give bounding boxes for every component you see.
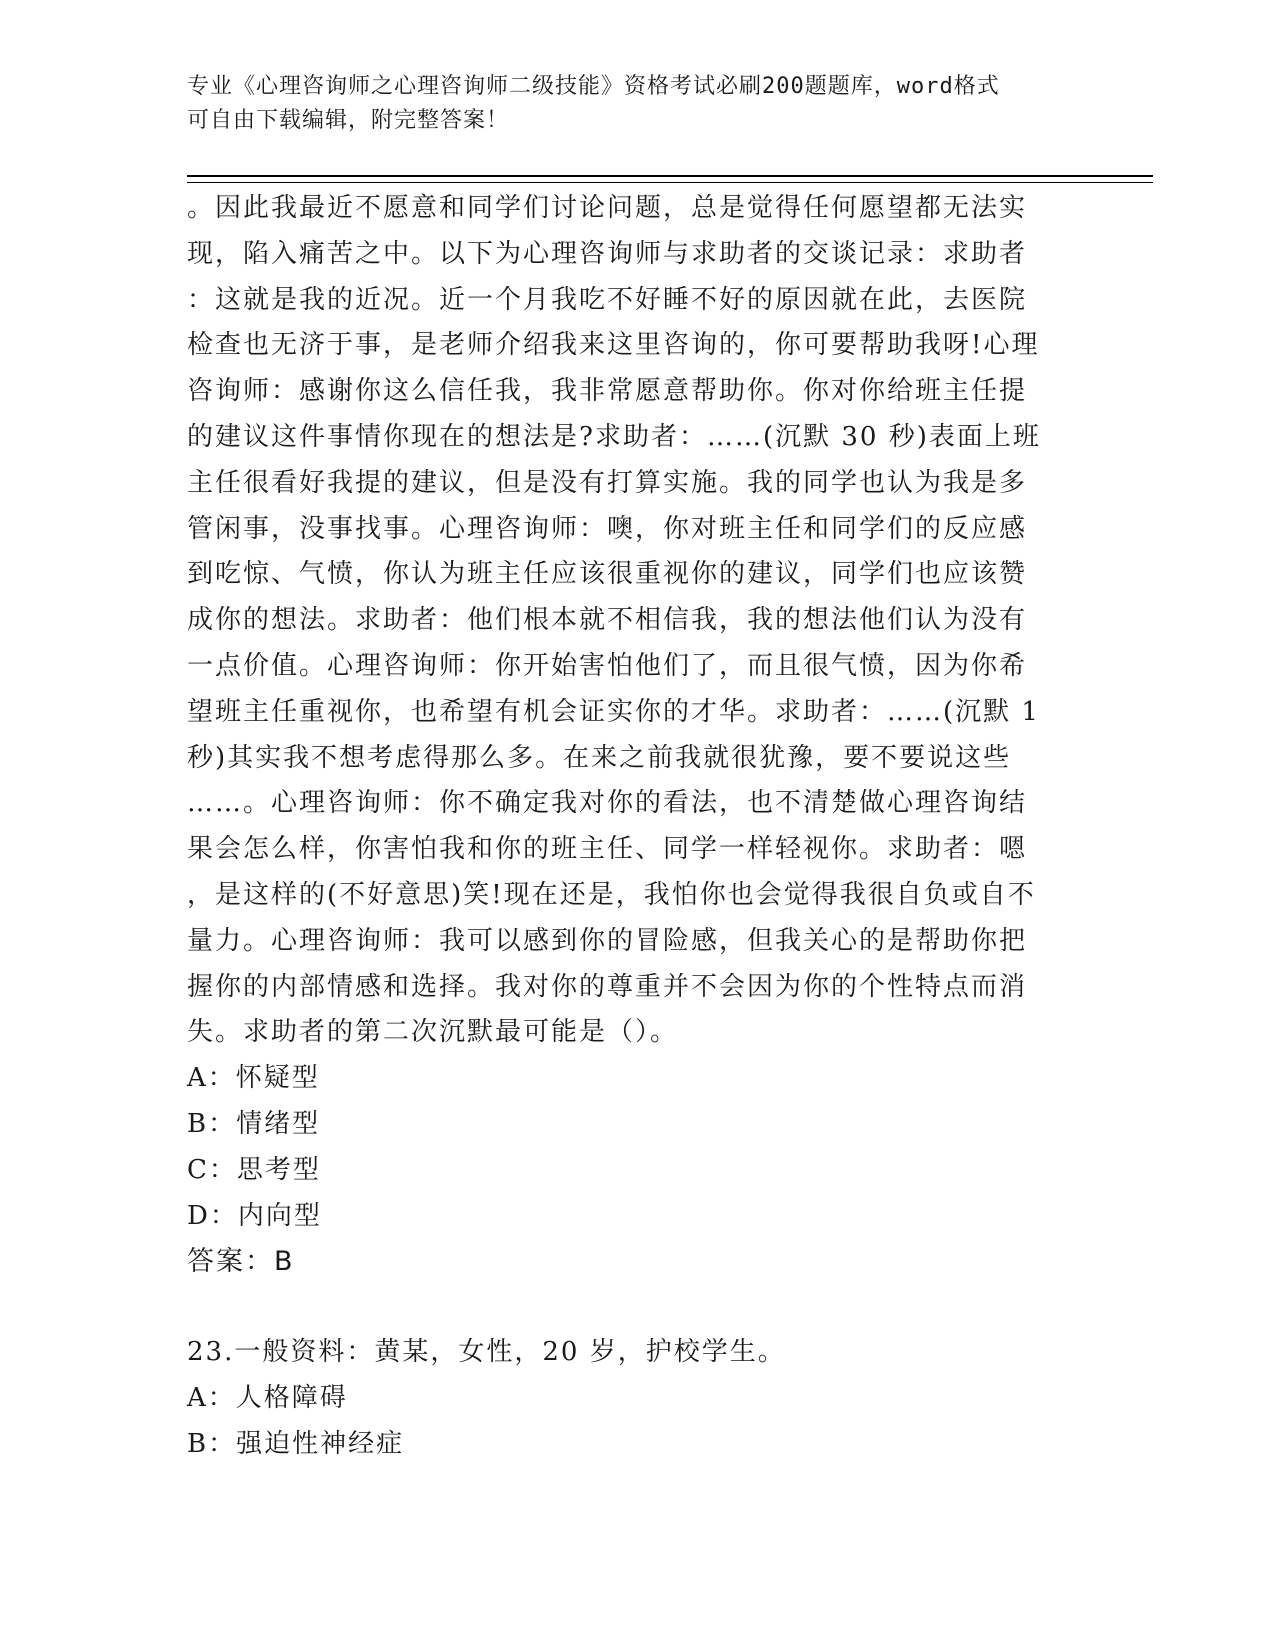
header-rule-thick bbox=[187, 175, 1153, 177]
stem-line: 主任很看好我提的建议，但是没有打算实施。我的同学也认为我是多 bbox=[187, 467, 1028, 498]
document-body bbox=[187, 186, 1087, 1468]
question-23 bbox=[187, 1330, 1087, 1467]
header-line-2: 可自由下载编辑，附完整答案！ bbox=[187, 108, 510, 133]
option-item: B：强迫性神经症 bbox=[187, 1428, 405, 1459]
header-line-1: 专业《心理咨询师之心理咨询师二级技能》资格考试必刷200题题库，word格式 bbox=[187, 74, 1000, 99]
option-item: D：内向型 bbox=[187, 1200, 322, 1231]
question-22 bbox=[187, 186, 1087, 1285]
question-22-answer: 答案：B bbox=[187, 1246, 295, 1278]
stem-line: 检查也无济于事，是老师介绍我来这里咨询的，你可要帮助我呀!心理 bbox=[187, 330, 1040, 361]
question-22-stem bbox=[187, 186, 1087, 1056]
section-gap bbox=[187, 1285, 1087, 1330]
option-item: C：思考型 bbox=[187, 1154, 321, 1185]
stem-line: 量力。心理咨询师：我可以感到你的冒险感，但我关心的是帮助你把 bbox=[187, 925, 1028, 956]
stem-line: 一点价值。心理咨询师：你开始害怕他们了，而且很气愤，因为你希 bbox=[187, 650, 1028, 681]
question-22-options bbox=[187, 1056, 1087, 1239]
document-header bbox=[187, 70, 1087, 138]
stem-line: 秒)其实我不想考虑得那么多。在来之前我就很犹豫，要不要说这些 bbox=[187, 742, 1012, 773]
stem-line: ，是这样的(不好意思)笑!现在还是，我怕你也会觉得我很自负或自不 bbox=[187, 879, 1036, 910]
stem-line: 管闲事，没事找事。心理咨询师：噢，你对班主任和同学们的反应感 bbox=[187, 513, 1028, 544]
option-item: A：人格障碍 bbox=[187, 1382, 348, 1413]
stem-line: 握你的内部情感和选择。我对你的尊重并不会因为你的个性特点而消 bbox=[187, 971, 1028, 1002]
stem-line: 成你的想法。求助者：他们根本就不相信我，我的想法他们认为没有 bbox=[187, 605, 1028, 636]
stem-line: 到吃惊、气愤，你认为班主任应该很重视你的建议，同学们也应该赞 bbox=[187, 559, 1028, 590]
stem-line: 果会怎么样，你害怕我和你的班主任、同学一样轻视你。求助者：嗯 bbox=[187, 834, 1028, 865]
stem-line: 现，陷入痛苦之中。以下为心理咨询师与求助者的交谈记录：求助者 bbox=[187, 238, 1028, 269]
header-rule-thin bbox=[187, 182, 1153, 183]
stem-line: 的建议这件事情你现在的想法是?求助者：……(沉默 30 秒)表面上班 bbox=[187, 421, 1041, 452]
stem-line: 望班主任重视你，也希望有机会证实你的才华。求助者：……(沉默 1 bbox=[187, 696, 1040, 727]
question-23-stem: 23.一般资料：黄某，女性，20 岁，护校学生。 bbox=[187, 1337, 786, 1368]
stem-line: ……。心理咨询师：你不确定我对你的看法，也不清楚做心理咨询结 bbox=[187, 788, 1028, 819]
stem-line: 失。求助者的第二次沉默最可能是（）。 bbox=[187, 1017, 679, 1048]
question-23-options bbox=[187, 1376, 1087, 1468]
option-item: B：情绪型 bbox=[187, 1108, 321, 1139]
option-item: A：怀疑型 bbox=[187, 1063, 320, 1094]
stem-line: 咨询师：感谢你这么信任我，我非常愿意帮助你。你对你给班主任提 bbox=[187, 376, 1028, 407]
stem-line: ：这就是我的近况。近一个月我吃不好睡不好的原因就在此，去医院 bbox=[187, 284, 1028, 315]
stem-line: 。因此我最近不愿意和同学们讨论问题，总是觉得任何愿望都无法实 bbox=[187, 193, 1028, 223]
